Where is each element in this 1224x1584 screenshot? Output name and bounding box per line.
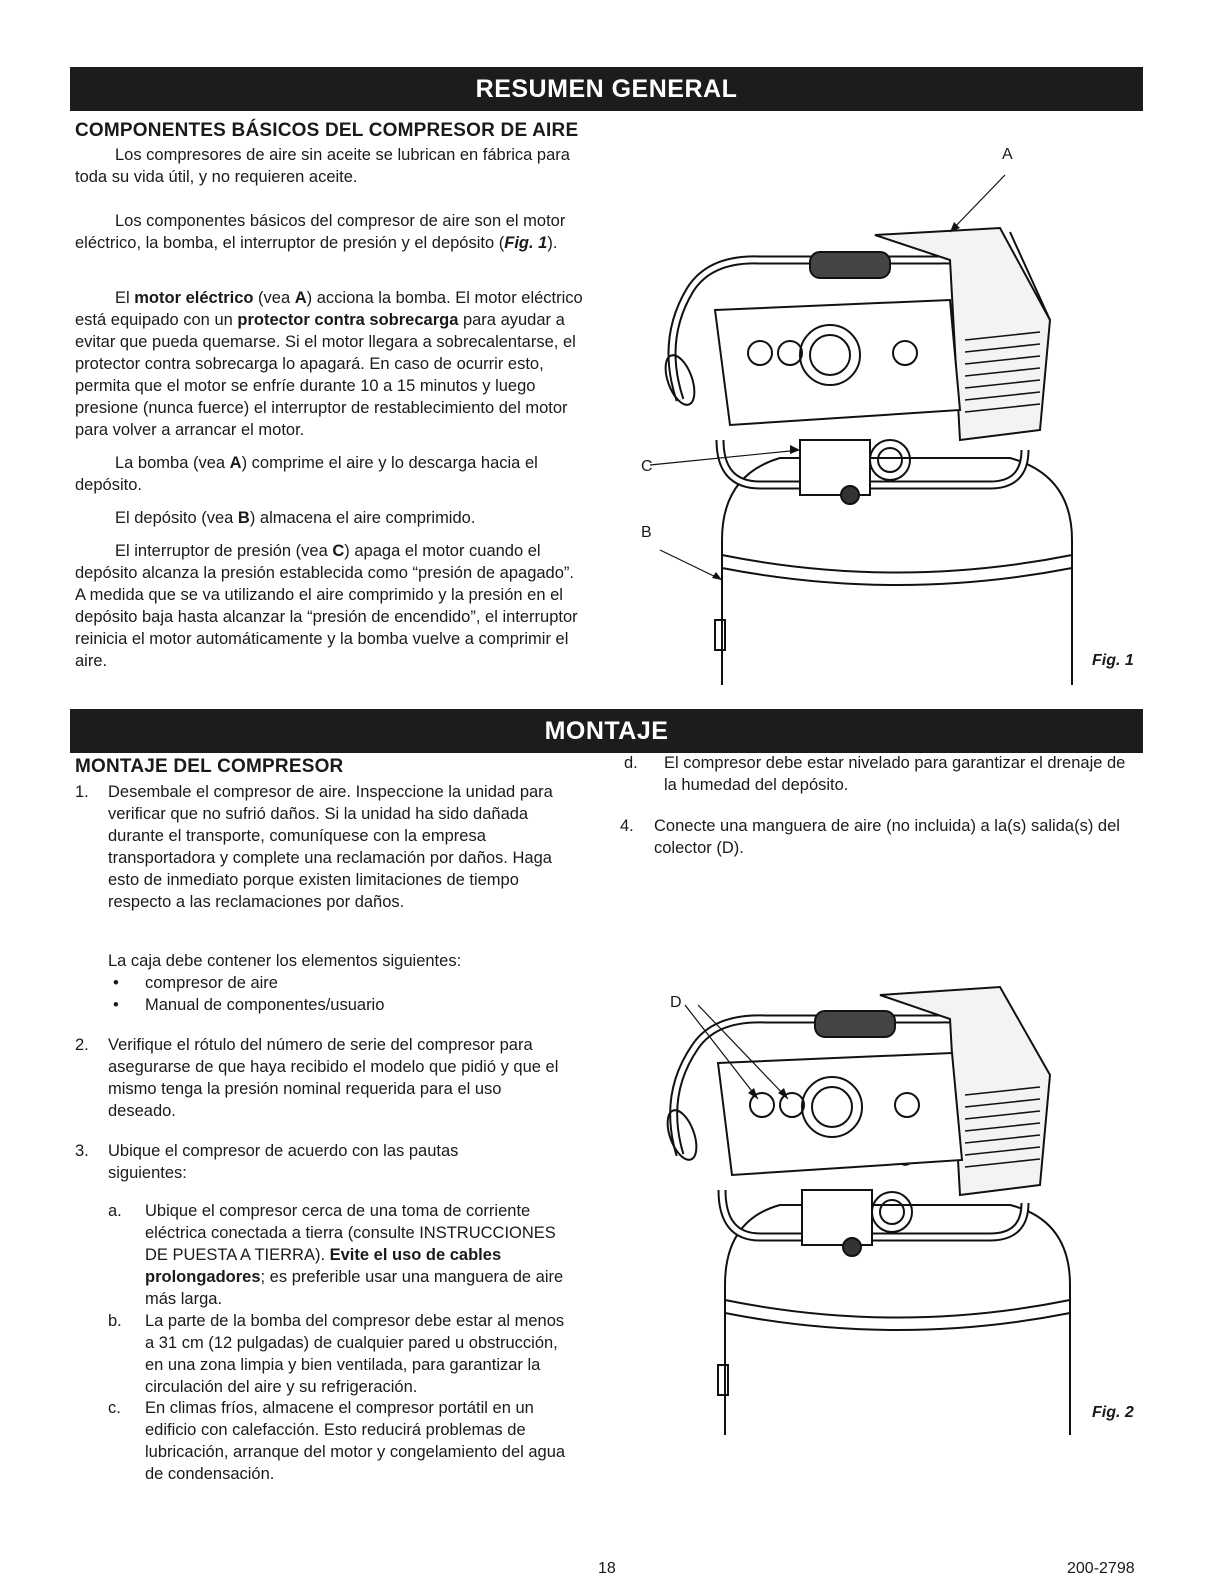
document-number: 200-2798 (1067, 1560, 1135, 1577)
banner-title: MONTAJE (533, 717, 681, 746)
fig2-compressor-illustration (640, 975, 1140, 1435)
sub-item-b: b. La parte de la bomba del compresor debe estar al menos a 31 cm (12 pulgadas) de cualquier pared u obstrucción, en una zona limpia y bien ventilada, para garantizar la circulación del aire y su refrigeración. (108, 1312, 565, 1396)
figure-reference: Fig. 1 (504, 234, 548, 252)
list-item-4: 4. Conecte una manguera de aire (no incluida) a la(s) salida(s) del colector (D). (620, 817, 1120, 857)
callout-d: D (670, 994, 682, 1011)
sub-item-a: a. Ubique el compresor cerca de una toma de corriente eléctrica conectada a tierra (consulte INSTRUCCIONES DE PUESTA A TIERRA). Evite el uso de cables prolongadores; es preferible usar una manguera de aire más larga. (108, 1202, 564, 1308)
callout-c: C (641, 458, 653, 475)
callout-b: B (641, 524, 652, 541)
list-item-2: 2. Verifique el rótulo del número de serie del compresor para asegurarse de que haya recibido el modelo que pidió y que el mismo tenga la presión nominal requerida para el uso deseado. (75, 1036, 559, 1120)
paragraph: La bomba (vea A) comprime el aire y lo descarga hacia el depósito. (75, 454, 538, 494)
page-number: 18 (598, 1560, 616, 1577)
section-heading: MONTAJE DEL COMPRESOR (75, 756, 344, 777)
paragraph: El motor eléctrico (vea A) acciona la bomba. El motor eléctrico está equipado con un protector contra sobrecarga para ayudar a evitar que pueda quemarse. Si el motor llegara a sobrecalentarse, el protector contra sobrecarga lo apagará. En caso de ocurrir esto, permita que el motor se enfríe durante 10 a 15 minutos y luego presione (nunca fuerce) el interruptor de restablecimiento del motor para volver a arrancar el motor. (75, 289, 583, 439)
sub-item-d: d. El compresor debe estar nivelado para garantizar el drenaje de la humedad del depósito. (624, 754, 1126, 794)
list-item-3: 3. Ubique el compresor de acuerdo con las pautas siguientes: (75, 1142, 459, 1182)
paragraph: El depósito (vea B) almacena el aire comprimido. (115, 509, 476, 527)
list-item-1: 1. Desembale el compresor de aire. Inspeccione la unidad para verificar que no sufrió daños. Si la unidad ha sido dañada durante el transporte, comuníquese con la empresa transportadora y complete una reclamación por daños. Haga esto de inmediato porque existen limitaciones de tiempo respecto a las reclamaciones por daños. (75, 783, 553, 911)
sub-item-c: c. En climas fríos, almacene el compresor portátil en un edificio con calefacción. Esto reducirá problemas de lubricación, arranque del motor y congelamiento del agua de condensación. (108, 1399, 566, 1483)
section-banner-montaje (70, 709, 1143, 753)
box-contents-intro: La caja debe contener los elementos siguientes: (108, 952, 462, 970)
fig2-caption: Fig. 2 (1092, 1404, 1134, 1421)
banner-title: RESUMEN GENERAL (462, 75, 752, 104)
paragraph: Los compresores de aire sin aceite se lubrican en fábrica para toda su vida útil, y no requieren aceite. (75, 146, 570, 186)
section-banner-resumen (70, 67, 1143, 111)
callout-a: A (1002, 146, 1013, 163)
paragraph: Los componentes básicos del compresor de aire son el motor eléctrico, la bomba, el interruptor de presión y el depósito (Fig. 1). (75, 212, 566, 252)
section-heading: COMPONENTES BÁSICOS DEL COMPRESOR DE AIRE (75, 120, 579, 141)
bullet-item: • compresor de aire (113, 974, 278, 992)
fig1-compressor-illustration (620, 140, 1140, 690)
paragraph: El interruptor de presión (vea C) apaga el motor cuando el depósito alcanza la presión establecida como “presión de apagado”. A medida que se va utilizando el aire comprimido y la presión en el depósito baja hasta alcanzar la “presión de encendido”, el interruptor reinicia el motor automáticamente y la bomba vuelve a comprimir el aire. (75, 542, 578, 670)
fig1-caption: Fig. 1 (1092, 652, 1134, 669)
bullet-item: • Manual de componentes/usuario (113, 996, 385, 1014)
